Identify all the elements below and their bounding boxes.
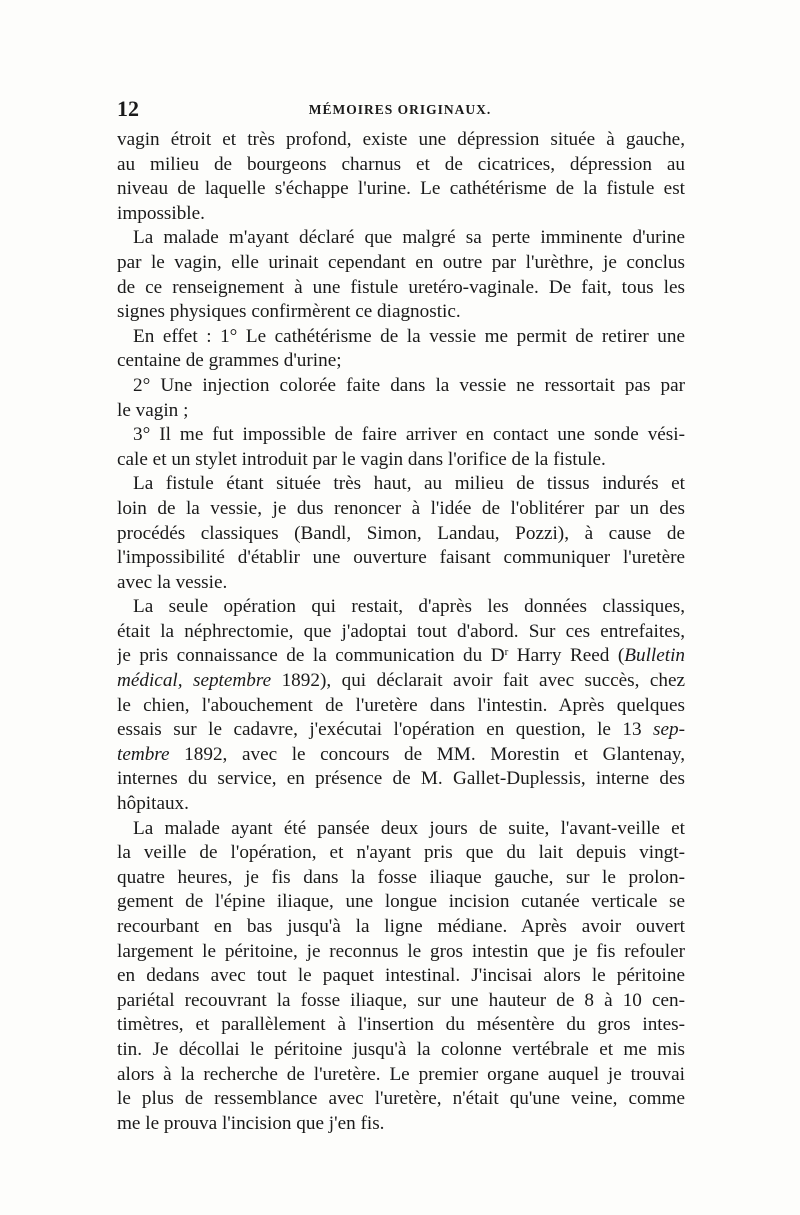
text-line: gement de l'épine iliaque, une longue incision cutanée verticale se [117,891,685,913]
text-line: internes du service, en présence de M. Gallet-Duplessis, interne des [117,768,685,790]
text-line: alors à la recherche de l'uretère. Le premier organe auquel je trouvai [117,1063,685,1085]
italic-run: Bulletin [624,645,685,667]
running-title: MÉMOIRES ORIGINAUX. [308,102,492,117]
text-line: 2° Une injection colorée faite dans la vessie ne ressortait pas par [133,374,685,396]
text-line [117,669,685,694]
text-line: largement le péritoine, je reconnus le gros intestin que je fis refouler [117,940,685,962]
text-line: recourbant en bas jusqu'à la ligne médiane. Après avoir ouvert [117,916,685,937]
text-run: essais sur le cadavre, j'exécutai l'opération en question, le 13 [117,719,654,741]
text-line: la veille de l'opération, et n'ayant pris que du lait depuis vingt- [117,842,685,864]
text-line: cale et un stylet introduit par le vagin dans l'orifice de la fistule. [117,448,606,470]
text-line: quatre heures, je fis dans la fosse iliaque gauche, sur le prolon- [117,866,685,888]
text-line: timètres, et parallèlement à l'insertion du mésentère du gros intes- [117,1014,685,1036]
text-line: centaine de grammes d'urine; [117,350,342,372]
text-line: loin de la vessie, je dus renoncer à l'idée de l'oblitérer par un des [117,497,685,519]
body-text [117,128,685,1136]
text-line: En effet : 1° Le cathétérisme de la vessie me permit de retirer une [133,325,685,347]
text-line: pariétal recouvrant la fosse iliaque, sur une hauteur de 8 à 10 cen- [117,989,685,1011]
text-line: tin. Je décollai le péritoine jusqu'à la colonne vertébrale et me mis [117,1038,685,1060]
text-line: La malade ayant été pansée deux jours de suite, l'avant-veille et [133,817,685,839]
text-line: avec la vessie. [117,571,228,593]
text-line: au milieu de bourgeons charnus et de cicatrices, dépression au [117,153,685,175]
italic-run: tembre [117,743,170,765]
text-line: impossible. [117,202,205,224]
text-line: 3° Il me fut impossible de faire arriver en contact une sonde vési- [133,424,685,446]
text-run: je pris connaissance de la communication du D [117,645,505,667]
text-line: par le vagin, elle urinait cependant en outre par l'urèthre, je conclus [117,251,685,273]
text-line: l'impossibilité d'établir une ouverture faisant communiquer l'uretère [117,547,685,569]
text-line: de ce renseignement à une fistule uretéro-vaginale. De fait, tous les [117,276,685,298]
text-line: La seule opération qui restait, d'après les données classiques, [133,596,685,618]
text-line [117,743,685,768]
text-line: niveau de laquelle s'échappe l'urine. Le cathétérisme de la fistule est [117,178,685,200]
text-line: signes physiques confirmèrent ce diagnostic. [117,301,461,323]
text-line: hôpitaux. [117,793,189,815]
page-number: 12 [117,96,139,121]
text-line [117,644,685,669]
text-line: le vagin ; [117,399,189,421]
text-run: 1892), qui déclarait avoir fait avec succès, chez [271,670,685,692]
text-line: procédés classiques (Bandl, Simon, Landau, Pozzi), à cause de [117,522,685,544]
text-run: Harry Reed ( [508,645,625,667]
text-line [117,718,685,743]
text-line: me le prouva l'incision que j'en fis. [117,1112,385,1134]
running-head [115,96,685,126]
text-line: le plus de ressemblance avec l'uretère, n'était qu'une veine, comme [117,1088,685,1110]
text-line: La malade m'ayant déclaré que malgré sa perte imminente d'urine [133,227,685,249]
text-line: était la néphrectomie, que j'adoptai tout d'abord. Sur ces entrefaites, [117,620,685,642]
text-run: 1892, avec le concours de MM. Morestin et Glantenay, [169,743,685,765]
text-line: vagin étroit et très profond, existe une dépression située à gauche, [117,129,685,150]
text-line: en dedans avec tout le paquet intestinal. J'incisai alors le péritoine [117,965,685,987]
superscript: r [504,646,509,659]
text-line: La fistule étant située très haut, au milieu de tissus indurés et [133,473,685,495]
italic-run: médical, septembre [117,670,272,692]
text-line: le chien, l'abouchement de l'uretère dans l'intestin. Après quelques [117,694,685,716]
italic-run: sep- [653,719,685,741]
